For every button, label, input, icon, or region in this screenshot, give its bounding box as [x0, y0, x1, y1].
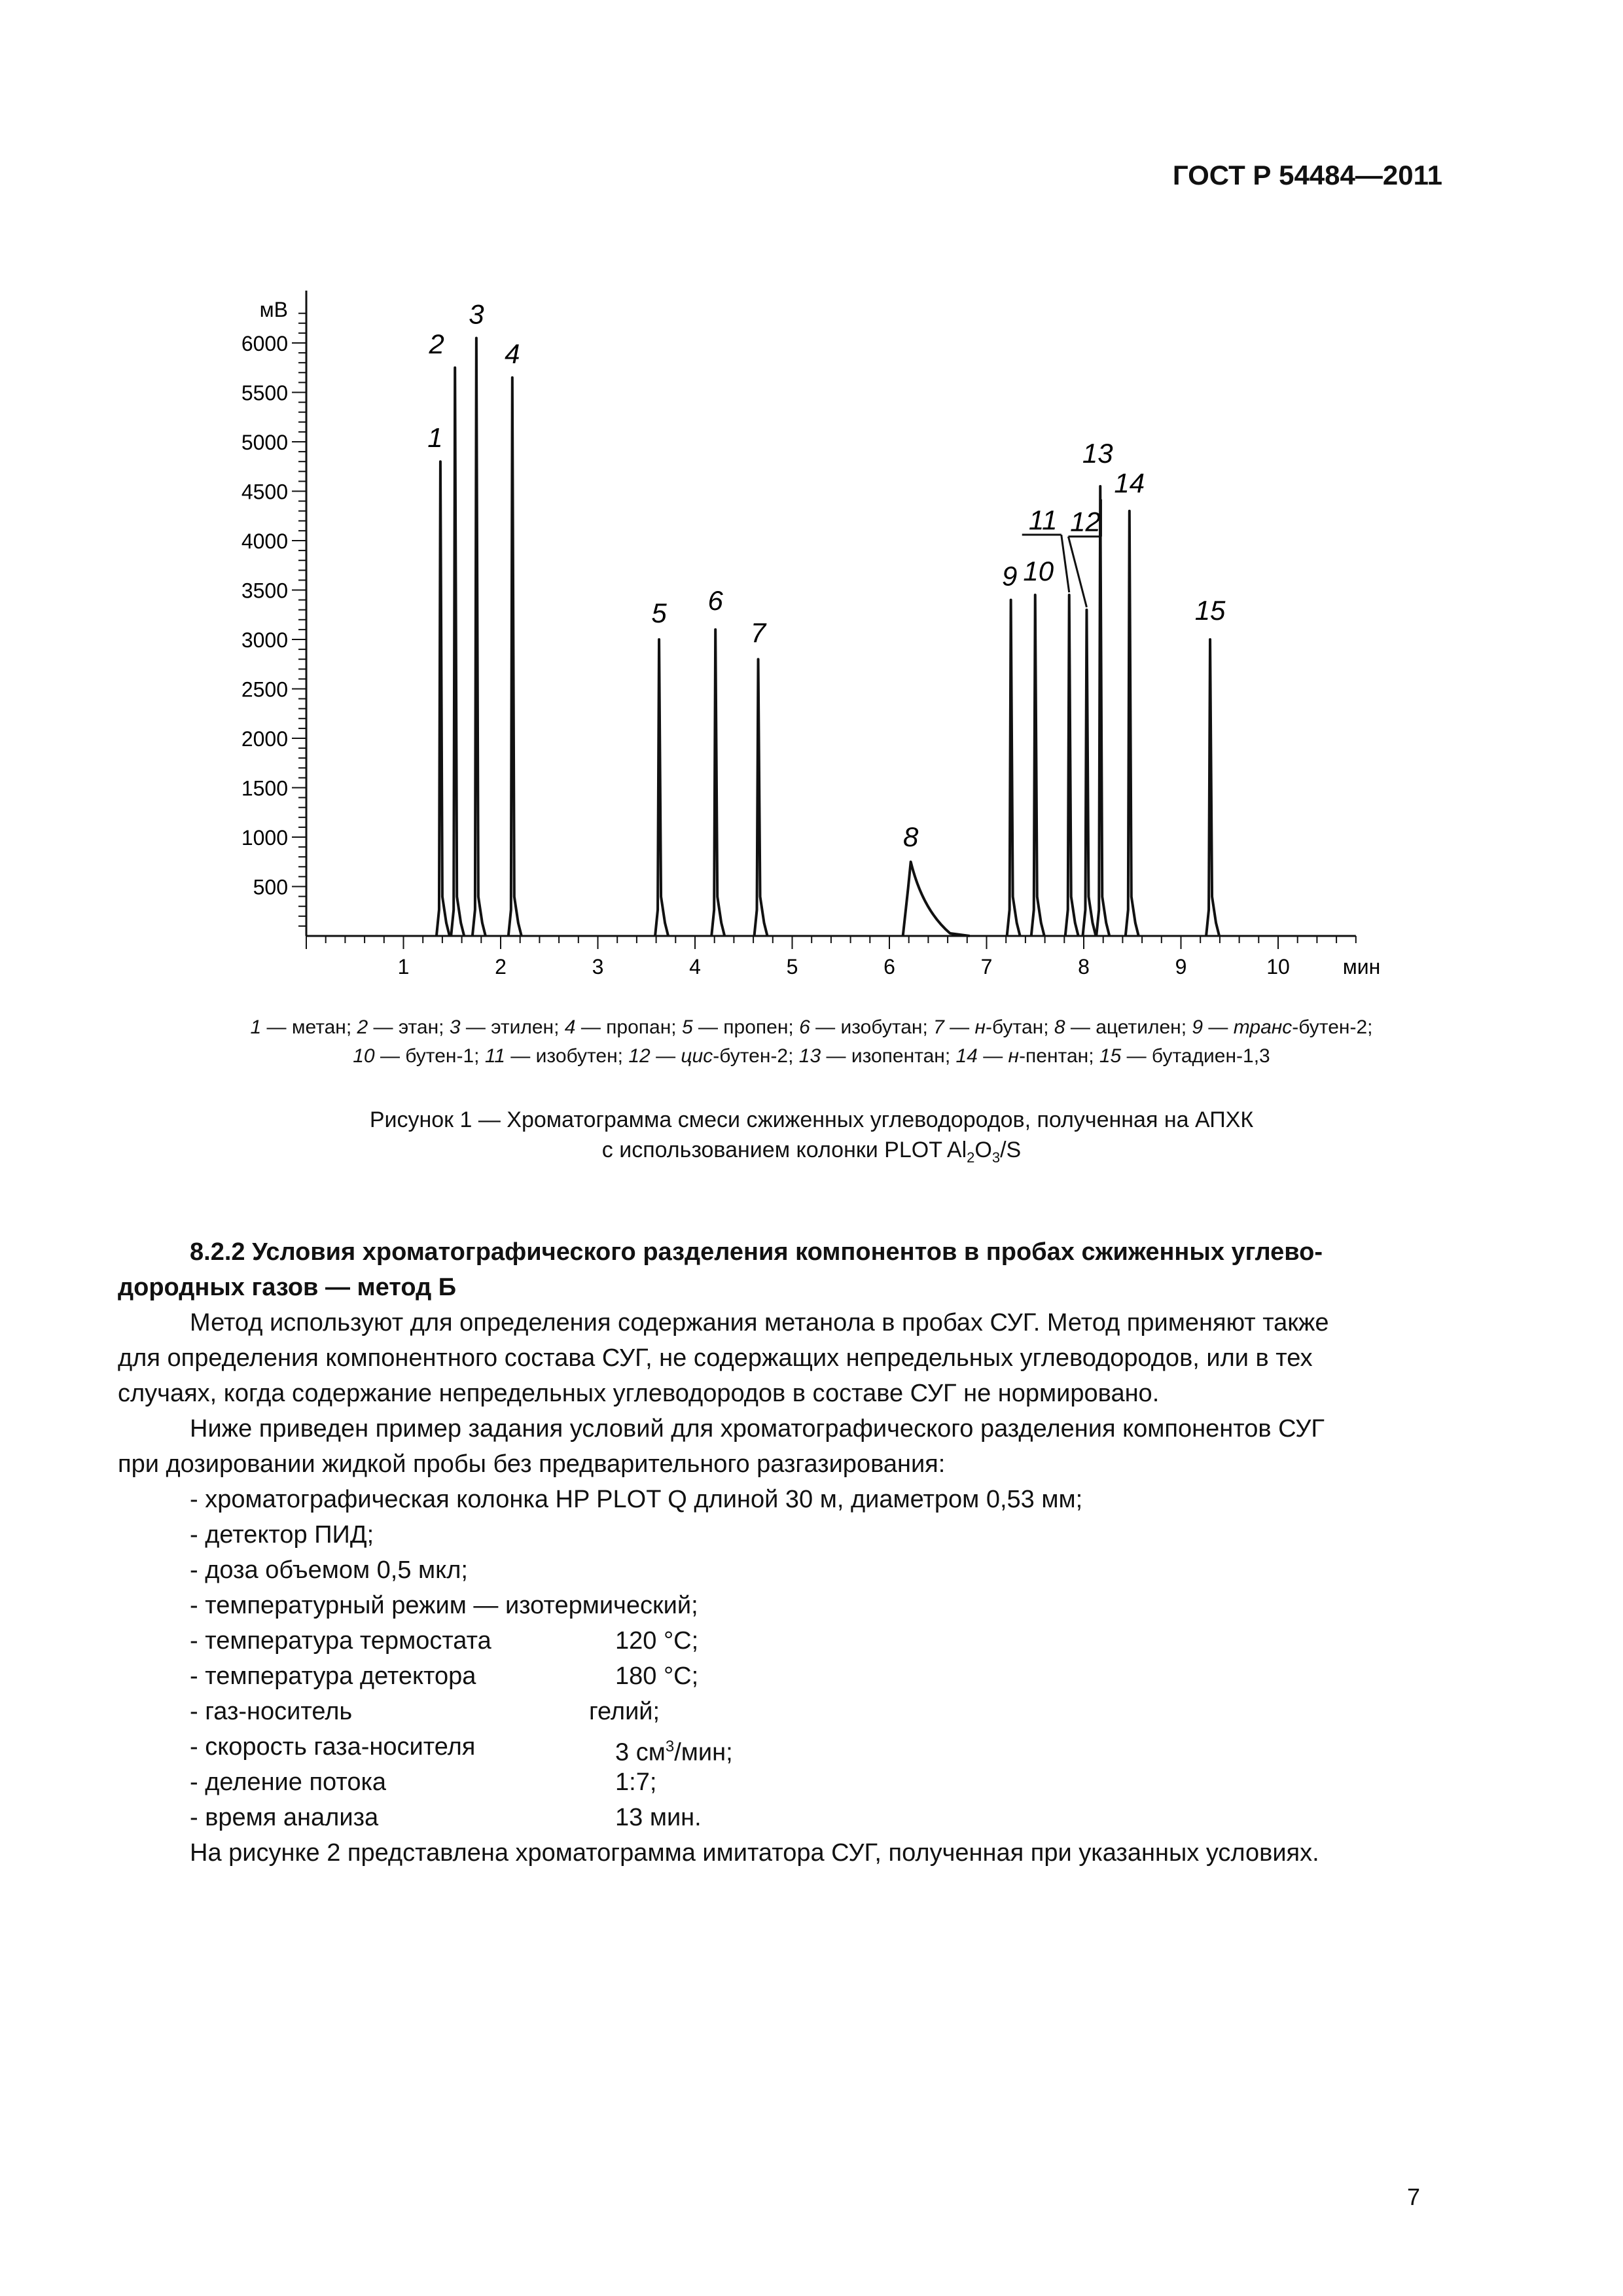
legend-entry: 12 — цис-бутен-2;: [628, 1045, 799, 1067]
list-item: - температурный режим — изотермический;: [190, 1592, 698, 1619]
caption-subscript-2: 2: [967, 1149, 975, 1166]
param-value: 120 °С;: [615, 1627, 699, 1655]
peak-label-2: 2: [429, 328, 444, 359]
y-tick-label: 5000: [241, 431, 288, 454]
y-tick-label: 2000: [241, 727, 288, 751]
param-label: - время анализа: [190, 1804, 379, 1831]
peak-2: [451, 368, 464, 936]
x-tick-label: 2: [495, 955, 507, 978]
param-label: - температура детектора: [190, 1662, 476, 1690]
legend-line-1: [118, 1013, 1505, 1042]
chart-trace: [437, 338, 1219, 936]
param-label: - деление потока: [190, 1768, 387, 1796]
legend-entry: 1 — метан;: [250, 1016, 357, 1038]
legend-entry: 8 — ацетилен;: [1054, 1016, 1192, 1038]
x-tick-label: 3: [592, 955, 604, 978]
peak-label-13: 13: [1082, 437, 1113, 469]
x-tick-label: 1: [397, 955, 410, 978]
param-value: 1:7;: [615, 1768, 657, 1796]
legend-entry: 4 — пропан;: [564, 1016, 682, 1038]
final-paragraph: На рисунке 2 представлена хроматограмма имитатора СУГ, полученная при указанных условиях.: [190, 1839, 1319, 1867]
label-11-leader: [1061, 535, 1069, 592]
figure-caption: [118, 1105, 1505, 1173]
param-label: - газ-носитель: [190, 1698, 353, 1725]
peak-11: [1065, 595, 1079, 936]
paragraph-1-line-3: случаях, когда содержание непредельных углеводородов в составе СУГ не нормировано.: [118, 1380, 1160, 1407]
peak-10: [1031, 595, 1044, 936]
legend-entry: 11 — изобутен;: [484, 1045, 629, 1067]
legend-entry: 14 — н-пентан;: [955, 1045, 1099, 1067]
y-tick-label: 4500: [241, 480, 288, 504]
peak-label-9: 9: [1001, 560, 1018, 592]
peak-4: [508, 378, 522, 936]
peak-label-15: 15: [1194, 595, 1226, 626]
paragraph-2-line-1: Ниже приведен пример задания условий для хроматографического разделения компонентов СУГ: [190, 1415, 1325, 1443]
section-heading-line-2: дородных газов — метод Б: [118, 1274, 457, 1301]
x-tick-label: 5: [786, 955, 798, 978]
x-tick-label: 10: [1266, 955, 1290, 978]
param-label: - температура термостата: [190, 1627, 491, 1655]
param-value: 13 мин.: [615, 1804, 702, 1831]
legend-entry: 3 — этилен;: [449, 1016, 565, 1038]
param-row-split: [118, 1765, 1442, 1800]
section-body: [118, 1234, 1442, 1871]
param-value: 180 °С;: [615, 1662, 699, 1690]
x-tick-label: 4: [689, 955, 701, 978]
caption-line-2: [118, 1135, 1505, 1173]
param-row-detector-temp: [118, 1659, 1442, 1694]
chromatogram-chart: [0, 0, 1623, 1008]
legend-line-2: [118, 1042, 1505, 1071]
list-item: - детектор ПИД;: [190, 1521, 374, 1549]
x-tick-label: 7: [980, 955, 993, 978]
legend-entry: 15 — бутадиен-1,3: [1099, 1045, 1270, 1067]
caption-oxygen: O: [974, 1138, 992, 1162]
param-label: - скорость газа-носителя: [190, 1733, 476, 1761]
y-tick-label: 4000: [241, 529, 288, 553]
peak-5: [655, 639, 668, 936]
legend-entry: 7 — н-бутан;: [933, 1016, 1054, 1038]
peak-label-1: 1: [427, 422, 443, 454]
legend-entry: 6 — изобутан;: [799, 1016, 934, 1038]
list-item: - доза объемом 0,5 мкл;: [190, 1556, 468, 1584]
y-tick-label: 3500: [241, 579, 288, 603]
peak-label-4: 4: [505, 338, 520, 369]
paragraph-1-line-1: Метод используют для определения содержания метанола в пробах СУГ. Метод применяют также: [190, 1309, 1329, 1336]
peak-label-14: 14: [1114, 467, 1145, 499]
peak-label-6: 6: [707, 584, 723, 616]
caption-line-1: Рисунок 1 — Хроматограмма смеси сжиженных углеводородов, полученная на АПХК: [369, 1107, 1254, 1132]
caption-subscript-3: 3: [991, 1149, 1001, 1166]
document-code: ГОСТ Р 54484—2011: [1172, 160, 1442, 190]
section-heading-line-1: 8.2.2 Условия хроматографического разделения компонентов в пробах сжиженных углево-: [190, 1238, 1323, 1266]
peak-7: [755, 659, 768, 936]
peak-label-7: 7: [750, 617, 766, 649]
param-row-thermostat-temp: [118, 1623, 1442, 1659]
param-row-analysis-time: [118, 1800, 1442, 1835]
x-tick-label: 9: [1175, 955, 1187, 978]
peak-label-12: 12: [1070, 506, 1101, 537]
legend-entry: 10 — бутен-1;: [353, 1045, 485, 1067]
paragraph-2-line-2: при дозировании жидкой пробы без предварительного разгазирования:: [118, 1450, 946, 1478]
peak-label-3: 3: [469, 298, 484, 330]
page-number: 7: [1407, 2183, 1421, 2210]
peak-6: [711, 630, 724, 936]
y-tick-label: 1000: [241, 826, 288, 850]
legend-entry: 13 — изопентан;: [798, 1045, 956, 1067]
peak-13: [1096, 486, 1109, 936]
peak-15: [1206, 639, 1219, 936]
chart-peak-labels: [427, 298, 1226, 852]
x-tick-label: 8: [1078, 955, 1090, 978]
param-value: гелий;: [589, 1698, 660, 1725]
x-tick-label: 6: [883, 955, 895, 978]
param-value-prefix: 3 см: [615, 1738, 666, 1767]
peak-label-5: 5: [651, 598, 667, 628]
y-tick-label: 1500: [241, 776, 288, 800]
peak-12: [1082, 610, 1096, 936]
param-row-carrier-flow: [118, 1729, 1442, 1765]
peak-8: [903, 862, 970, 936]
y-tick-label: 2500: [241, 677, 288, 702]
param-row-carrier-gas: [118, 1694, 1442, 1729]
legend-entry: 2 — этан;: [357, 1016, 450, 1038]
peak-3: [473, 338, 486, 936]
peak-label-8: 8: [902, 821, 919, 852]
label-12-leader: [1068, 537, 1086, 607]
peak-1: [437, 461, 450, 936]
y-tick-label: 500: [253, 875, 288, 899]
caption-line-2-text: с использованием колонки PLOT Al: [601, 1138, 967, 1162]
param-value-suffix: /мин;: [674, 1738, 733, 1767]
caption-suffix: /S: [1000, 1138, 1022, 1162]
y-tick-label: 6000: [241, 332, 288, 355]
peak-14: [1126, 511, 1139, 936]
y-tick-label: 3000: [241, 628, 288, 652]
figure-legend: [118, 1013, 1505, 1071]
paragraph-1-line-2: для определения компонентного состава СУГ, не содержащих непредельных углеводородов, или в тех: [118, 1344, 1313, 1372]
peak-label-11: 11: [1028, 505, 1058, 536]
peak-label-10: 10: [1023, 556, 1054, 587]
y-tick-label: 5500: [241, 381, 288, 405]
x-axis-label: мин: [1342, 955, 1381, 978]
peak-9: [1007, 600, 1020, 936]
list-item: - хроматографическая колонка HP PLOT Q длиной 30 м, диаметром 0,53 мм;: [190, 1486, 1083, 1513]
legend-entry: 9 — транс-бутен-2;: [1192, 1016, 1373, 1038]
legend-entry: 5 — пропен;: [681, 1016, 800, 1038]
y-axis-label: мВ: [259, 298, 288, 321]
param-value-superscript: 3: [665, 1738, 675, 1755]
